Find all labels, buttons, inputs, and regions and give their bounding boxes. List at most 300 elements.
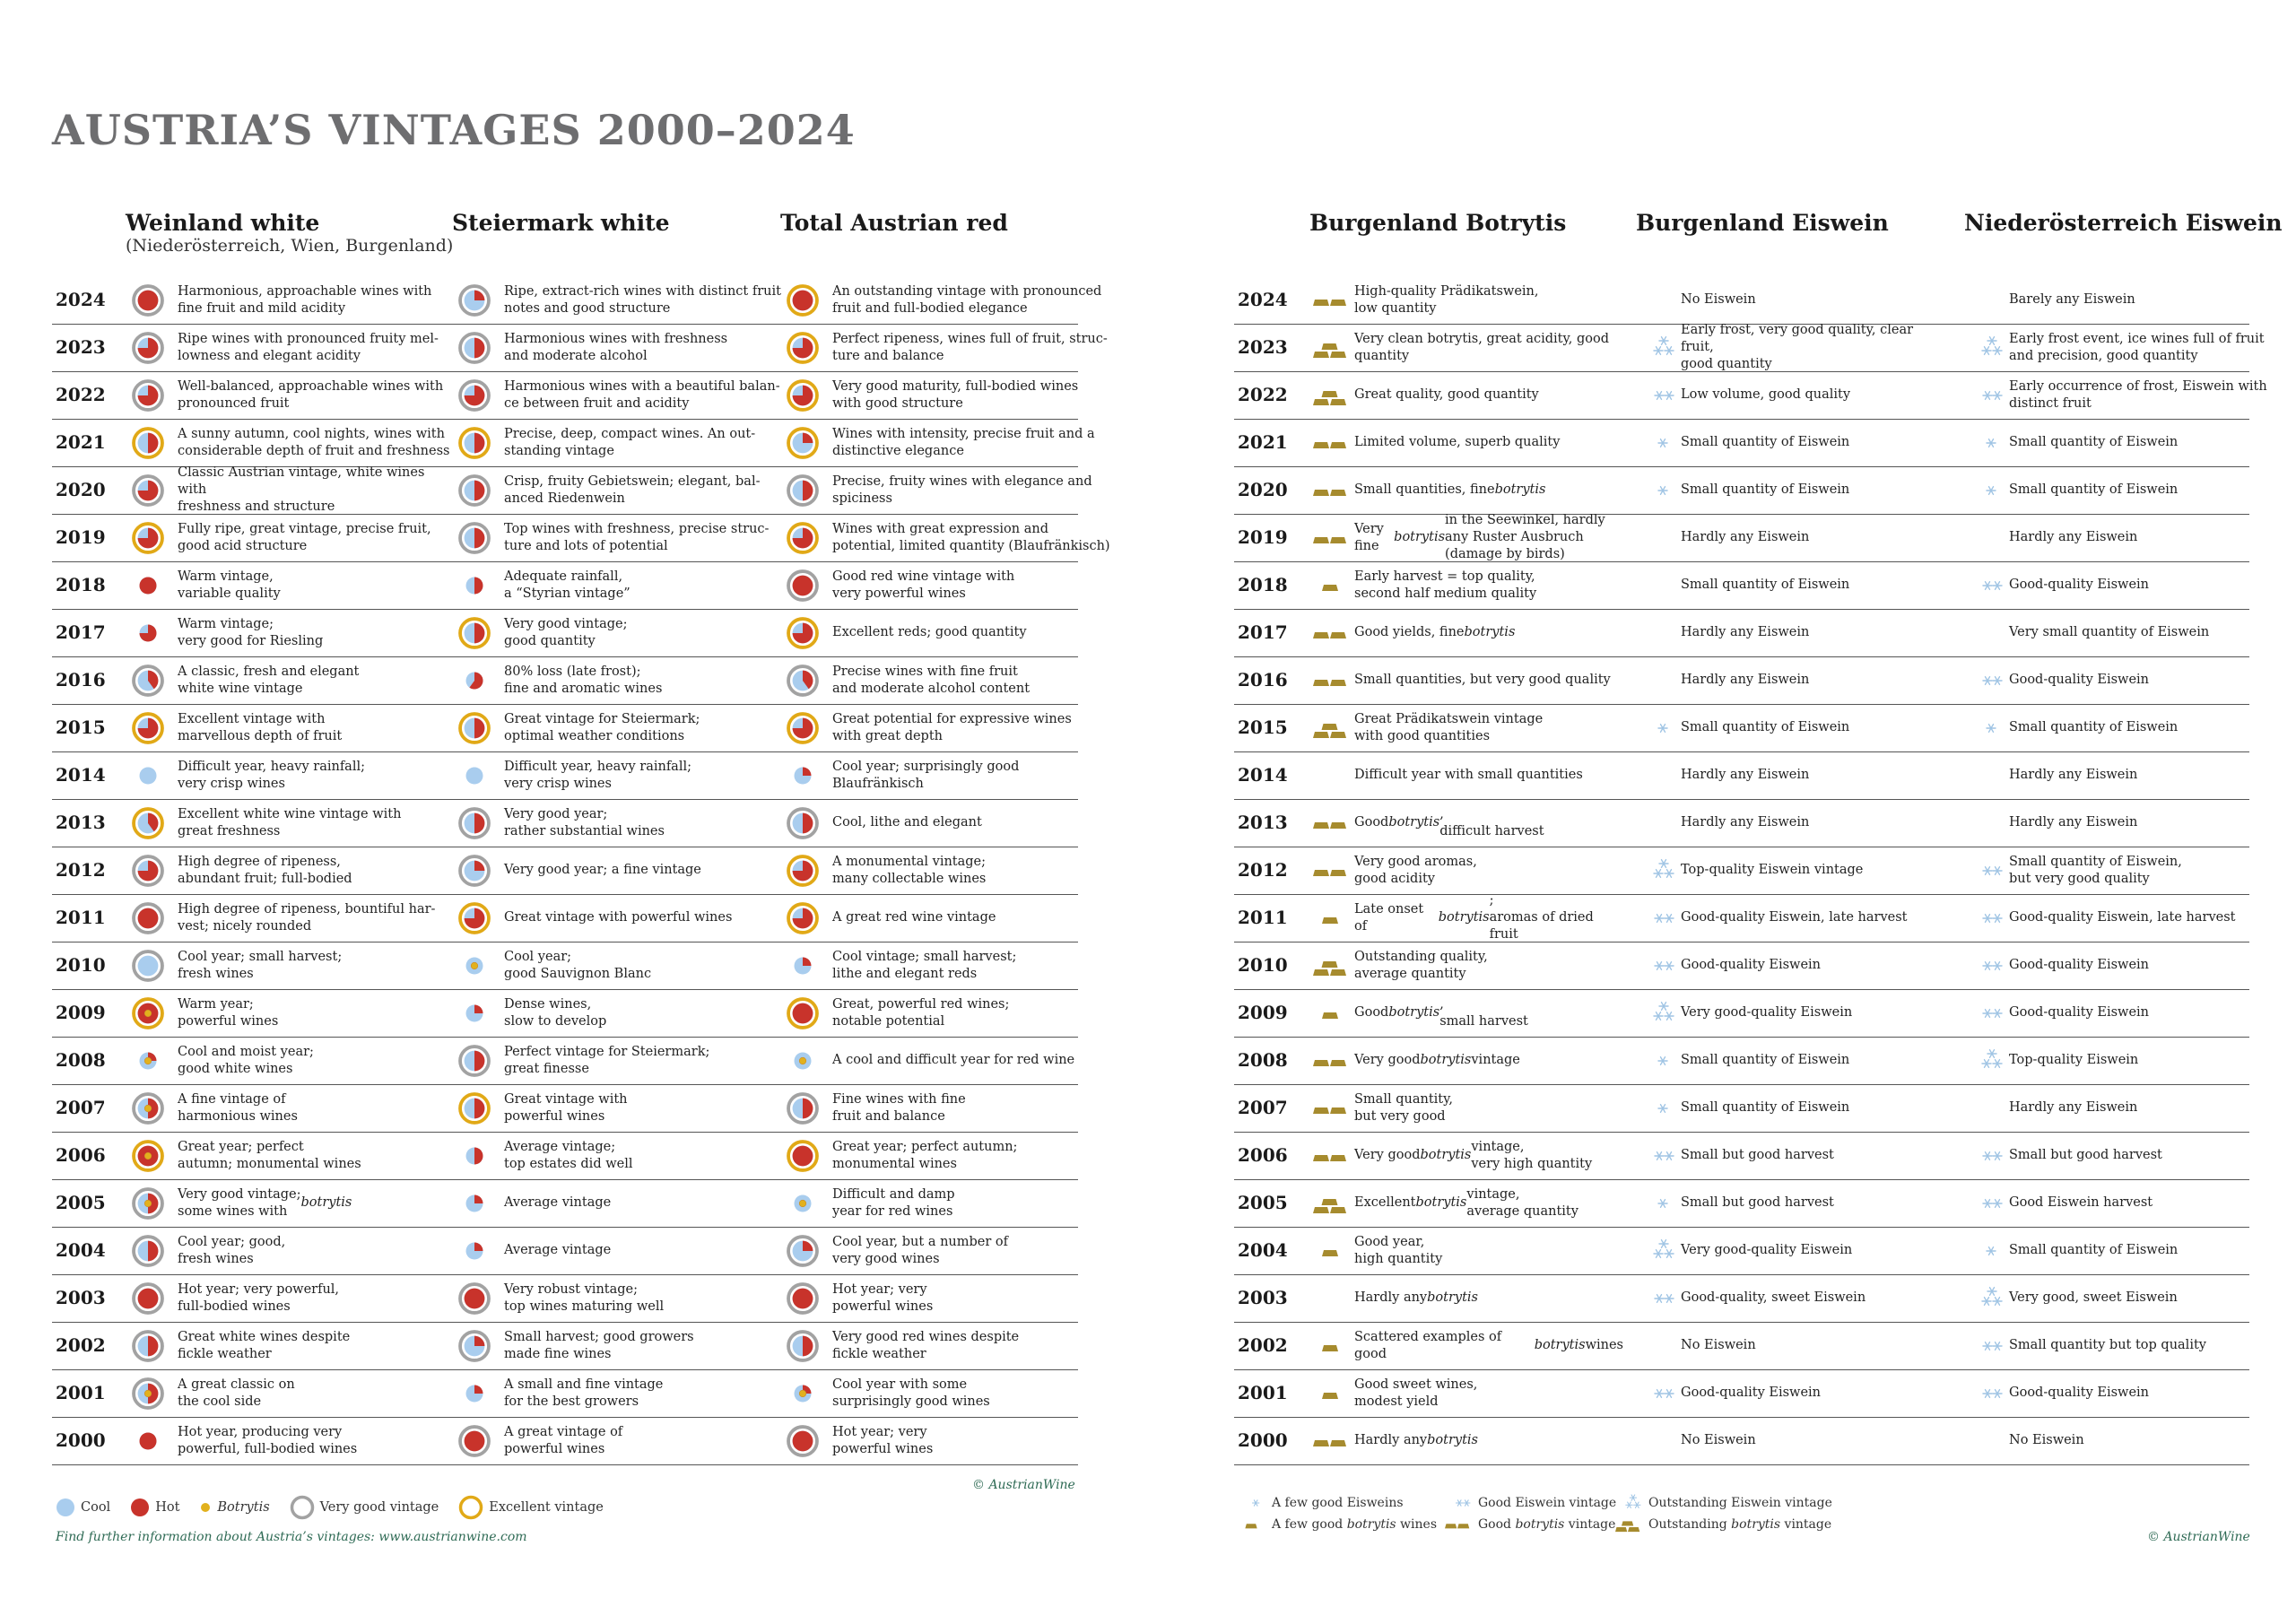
legend-botrytis-eiswein xyxy=(1236,1492,1882,1546)
vintage-description: Cool year; surprisingly good Blaufränkisch xyxy=(832,759,1020,791)
snowflake-icon xyxy=(1636,473,1677,508)
vintage-cell xyxy=(1309,704,1632,751)
vintage-description: High degree of ripeness, bountiful har- vest; nicely rounded xyxy=(178,901,436,934)
vintage-cell xyxy=(1636,799,1959,847)
vintage-description: Great vintage with powerful wines xyxy=(504,1091,628,1124)
vintage-description: Harmonious, approachable wines with fine fruit and mild acidity xyxy=(178,283,432,316)
vintage-year: 2013 xyxy=(56,812,106,833)
vintage-cell xyxy=(1964,1179,2287,1227)
vintage-description: Low volume, good quality xyxy=(1681,387,1851,402)
vintage-description: Good-quality Eiswein xyxy=(2009,673,2150,687)
vintage-description: Good-quality Eiswein, late harvest xyxy=(2009,910,2236,925)
vintage-description: Dense wines, slow to develop xyxy=(504,996,607,1029)
vintage-cell xyxy=(1964,1322,2287,1369)
vintage-cell xyxy=(457,1369,780,1417)
vintage-description: Difficult year, heavy rainfall; very crisp wines xyxy=(178,759,365,791)
vintage-description: Harmonious wines with a beautiful balan- ce between fruit and acidity xyxy=(504,378,780,411)
vintage-description: Very good vintage; some wines with botrytis xyxy=(178,1186,352,1219)
vintage-cell xyxy=(1636,942,1959,989)
vintage-cell xyxy=(131,1417,454,1464)
legend-item xyxy=(130,1498,179,1517)
vintage-cell xyxy=(786,942,1109,989)
vintage-pie-icon xyxy=(786,664,827,698)
vintage-pie-icon xyxy=(786,949,827,983)
vintage-cell xyxy=(131,656,454,704)
vintage-description: Good botrytis , small harvest xyxy=(1354,996,1528,1029)
vintage-cell xyxy=(1309,751,1632,799)
vintage-pie-icon xyxy=(131,1091,172,1125)
snowflake-icon xyxy=(1964,331,2005,365)
vintage-cell xyxy=(457,276,780,324)
vintage-cell xyxy=(1636,1037,1959,1084)
table-row xyxy=(52,1274,1078,1323)
vintage-description: Early frost event, ice wines full of fruit and precision, good quantity xyxy=(2009,331,2265,363)
vintage-cell xyxy=(131,1274,454,1322)
vintage-table-botrytis-eiswein xyxy=(1234,276,2267,1467)
vintage-description: Hardly any Eiswein xyxy=(1681,768,1810,782)
vintage-cell xyxy=(1636,1274,1959,1322)
table-row xyxy=(1234,1369,2249,1418)
table-row xyxy=(52,989,1078,1038)
vintage-year: 2024 xyxy=(56,289,106,310)
vintage-year: 2008 xyxy=(56,1049,106,1071)
vintage-cell xyxy=(1636,419,1959,466)
vintage-year: 2003 xyxy=(56,1287,106,1308)
table-row xyxy=(52,1037,1078,1085)
vintage-pie-icon xyxy=(131,806,172,840)
vintage-cell xyxy=(786,371,1109,419)
table-row xyxy=(1234,1322,2249,1370)
vintage-pie-icon xyxy=(457,1091,499,1125)
vintage-year: 2020 xyxy=(56,479,106,500)
gold-bars-icon xyxy=(1309,1377,1351,1411)
vintage-cell xyxy=(131,1179,454,1227)
vintage-cell xyxy=(1636,324,1959,371)
gold-bars-icon xyxy=(1309,1424,1351,1458)
vintage-cell xyxy=(1964,799,2287,847)
vintage-description: A small and fine vintage for the best growers xyxy=(504,1377,664,1409)
snowflake-icon xyxy=(1964,1377,2005,1411)
vintage-cell xyxy=(457,704,780,751)
vintage-pie-icon xyxy=(457,711,499,745)
vintage-description: Small quantity of Eiswein xyxy=(2009,1243,2179,1257)
legend-label: Very good vintage xyxy=(319,1500,439,1515)
table-row xyxy=(52,1132,1078,1180)
gold-bars-icon xyxy=(1309,521,1351,555)
vintage-pie-icon xyxy=(786,759,827,793)
gold-bars-icon xyxy=(1309,569,1351,603)
vintage-description: Good botrytis , difficult harvest xyxy=(1354,806,1544,838)
vintage-cell xyxy=(1964,324,2287,371)
gold-bars-icon xyxy=(1613,1512,1648,1537)
vintage-cell xyxy=(457,561,780,609)
snowflake-icon xyxy=(1964,569,2005,603)
table-row xyxy=(52,324,1108,372)
legend-label: Good Eiswein vintage xyxy=(1478,1496,1617,1510)
vintage-pie-icon xyxy=(131,378,172,413)
vintage-description: Good-quality Eiswein xyxy=(2009,578,2150,592)
vintage-cell xyxy=(1309,609,1632,656)
vintage-description: No Eiswein xyxy=(1681,292,1756,307)
table-row xyxy=(1234,371,2267,420)
vintage-description: Very good-quality Eiswein xyxy=(1681,1005,1853,1020)
vintage-cell xyxy=(786,894,1109,942)
snowflake-icon xyxy=(1964,1044,2005,1078)
vintage-year: 2019 xyxy=(56,526,106,548)
vintage-year: 2009 xyxy=(1238,1002,1288,1023)
vintage-pie-icon xyxy=(131,854,172,888)
vintage-cell xyxy=(1309,1084,1632,1132)
vintage-description: Cool year with some surprisingly good wines xyxy=(832,1377,990,1409)
vintage-cell xyxy=(131,751,454,799)
vintage-cell xyxy=(457,942,780,989)
snowflake-icon xyxy=(1964,901,2005,935)
vintage-description: Cool year, but a number of very good wines xyxy=(832,1234,1009,1266)
vintage-year: 2005 xyxy=(56,1192,106,1213)
vintage-pie-icon xyxy=(131,1424,172,1458)
vintage-cell xyxy=(457,799,780,847)
vintage-cell xyxy=(1636,1227,1959,1274)
vintage-description: Wines with intensity, precise fruit and a distinctive elegance xyxy=(832,426,1095,458)
legend-label: Botrytis xyxy=(217,1500,270,1515)
vintage-description: No Eiswein xyxy=(2009,1433,2084,1447)
vintage-cell xyxy=(1636,609,1959,656)
vintage-pie-icon xyxy=(131,1139,172,1173)
vintage-description: Hardly any Eiswein xyxy=(2009,815,2138,830)
vintage-year: 2018 xyxy=(56,574,106,595)
legend-label: Good botrytis vintage xyxy=(1478,1517,1616,1532)
vintage-cell xyxy=(1636,561,1959,609)
vintage-cell xyxy=(131,1369,454,1417)
vintage-description: Barely any Eiswein xyxy=(2009,292,2135,307)
vintage-cell xyxy=(457,1274,780,1322)
table-row xyxy=(52,847,1078,895)
vintage-cell xyxy=(786,1227,1109,1274)
vintage-cell xyxy=(131,989,454,1037)
table-row xyxy=(52,514,1110,562)
vintage-description: High degree of ripeness, abundant fruit; full-bodied xyxy=(178,854,352,886)
snowflake-icon xyxy=(1964,1186,2005,1220)
vintage-description: Wines with great expression and potential, limited quantity (Blaufränkisch) xyxy=(832,521,1110,553)
vintage-cell xyxy=(131,847,454,894)
legend-label: A few good botrytis wines xyxy=(1272,1517,1438,1532)
vintage-description: A monumental vintage; many collectable wines xyxy=(832,854,987,886)
vintage-cell xyxy=(1636,1369,1959,1417)
vintage-pie-icon xyxy=(457,1186,499,1220)
gold-bars-icon xyxy=(1236,1512,1272,1537)
legend-label: Outstanding botrytis vintage xyxy=(1648,1517,1832,1532)
page-title: AUSTRIA’S VINTAGES 2000–2024 xyxy=(52,106,856,154)
vintage-cell xyxy=(131,419,454,466)
vintage-pie-icon xyxy=(786,1281,827,1316)
vintage-cell xyxy=(1964,847,2287,894)
vintage-description: Late onset of botrytis ; aromas of dried fruit xyxy=(1354,893,1594,942)
vintage-cell xyxy=(1309,1369,1632,1417)
vintage-pie-icon xyxy=(786,569,827,603)
vintage-description: Very good vintage; good quantity xyxy=(504,616,628,648)
vintage-pie-icon xyxy=(131,1377,172,1411)
vintage-year: 2003 xyxy=(1238,1287,1288,1308)
cool-icon xyxy=(56,1498,81,1517)
vintage-pie-icon xyxy=(457,283,499,317)
vintage-description: Very small quantity of Eiswein xyxy=(2009,625,2210,639)
gold-bars-icon xyxy=(1309,1329,1351,1363)
vintage-cell xyxy=(1309,1417,1632,1464)
vintage-description: Top-quality Eiswein xyxy=(2009,1053,2139,1067)
vintage-pie-icon xyxy=(131,901,172,935)
snowflake-icon xyxy=(1636,1281,1677,1316)
vintage-description: Difficult year, heavy rainfall; very crisp wines xyxy=(504,759,691,791)
vintage-description: Fine wines with fine fruit and balance xyxy=(832,1091,966,1124)
vintage-cell xyxy=(786,847,1109,894)
vintage-description: Outstanding quality, average quantity xyxy=(1354,949,1488,981)
vintage-year: 2019 xyxy=(1238,526,1288,548)
vintage-pie-icon xyxy=(131,996,172,1030)
vintage-description: Hardly any Eiswein xyxy=(2009,530,2138,544)
vintage-pie-icon xyxy=(131,1044,172,1078)
legend-label: Hot xyxy=(155,1500,180,1515)
snowflake-icon xyxy=(1964,1281,2005,1316)
legend-climate-quality xyxy=(56,1494,623,1521)
vintage-year: 2002 xyxy=(1238,1334,1288,1356)
vintage-cell xyxy=(786,561,1109,609)
vintage-pie-icon xyxy=(131,1329,172,1363)
vintage-description: Small but good harvest xyxy=(2009,1148,2162,1162)
vintage-year: 2022 xyxy=(1238,384,1288,405)
vintage-cell xyxy=(131,324,454,371)
table-row xyxy=(1234,894,2249,942)
table-row xyxy=(52,419,1095,467)
gold-bars-icon xyxy=(1309,901,1351,935)
snowflake-icon xyxy=(1636,1377,1677,1411)
vintage-pie-icon xyxy=(457,569,499,603)
vintage-description: Very good botrytis vintage xyxy=(1354,1053,1520,1067)
vintage-year: 2006 xyxy=(1238,1144,1288,1166)
gold-bars-icon xyxy=(1309,996,1351,1030)
table-row xyxy=(1234,989,2249,1038)
table-row xyxy=(52,1322,1078,1370)
vintage-description: Cool and moist year; good white wines xyxy=(178,1044,314,1076)
vintage-description: 80% loss (late frost); fine and aromatic wines xyxy=(504,664,663,696)
snowflake-icon xyxy=(1636,426,1677,460)
vintage-cell xyxy=(131,799,454,847)
vintage-cell xyxy=(457,1132,780,1179)
column-header-burgenland-botrytis: Burgenland Botrytis xyxy=(1309,210,1567,236)
vintage-year: 2023 xyxy=(1238,336,1288,358)
gold-bars-icon xyxy=(1309,1234,1351,1268)
table-row xyxy=(1234,323,2265,372)
vintage-cell xyxy=(131,1132,454,1179)
gold-bars-icon xyxy=(1309,854,1351,888)
vintage-cell xyxy=(1309,276,1632,324)
vintage-cell xyxy=(786,751,1109,799)
snowflake-icon xyxy=(1636,949,1677,983)
vintage-description: Ripe, extract-rich wines with distinct fruit notes and good structure xyxy=(504,283,781,316)
vintage-year: 2016 xyxy=(1238,669,1288,691)
vintage-description: Very good, sweet Eiswein xyxy=(2009,1290,2178,1305)
vintage-description: A fine vintage of harmonious wines xyxy=(178,1091,298,1124)
botrytis-dot-icon xyxy=(199,1501,217,1514)
vintage-year: 2006 xyxy=(56,1144,106,1166)
vintage-pie-icon xyxy=(786,378,827,413)
snowflake-icon xyxy=(1964,854,2005,888)
vintage-cell xyxy=(1964,1132,2287,1179)
vintage-cell xyxy=(457,894,780,942)
vintage-pie-icon xyxy=(786,1139,827,1173)
vintage-cell xyxy=(1636,847,1959,894)
vintage-pie-icon xyxy=(131,711,172,745)
vintage-description: Excellent white wine vintage with great freshness xyxy=(178,806,402,838)
vintage-description: Very good botrytis vintage, very high quantity xyxy=(1354,1139,1593,1171)
vintage-description: Excellent reds; good quantity xyxy=(832,625,1027,639)
table-row xyxy=(1234,799,2249,847)
vintage-description: Great, powerful red wines; notable potential xyxy=(832,996,1010,1029)
legend-label: Cool xyxy=(81,1500,111,1515)
vintage-year: 2013 xyxy=(1238,812,1288,833)
legend-label: Outstanding Eiswein vintage xyxy=(1648,1496,1832,1510)
vintage-description: Small quantity of Eiswein xyxy=(1681,1053,1850,1067)
vintage-pie-icon xyxy=(457,331,499,365)
vintage-pie-icon xyxy=(786,1044,827,1078)
vintage-description: Good-quality, sweet Eiswein xyxy=(1681,1290,1866,1305)
vintage-cell xyxy=(1964,561,2287,609)
vintage-cell xyxy=(1964,989,2287,1037)
vintage-year: 2010 xyxy=(1238,954,1288,976)
vintage-cell xyxy=(786,1084,1109,1132)
vintage-description: Limited volume, superb quality xyxy=(1354,435,1561,449)
column-header-austrian-red: Total Austrian red xyxy=(780,210,1008,236)
vintage-cell xyxy=(131,466,454,514)
table-row xyxy=(1234,1227,2249,1275)
vintage-year: 2014 xyxy=(1238,764,1288,786)
gold-bars-icon xyxy=(1309,806,1351,840)
vintage-description: Very robust vintage; top wines maturing well xyxy=(504,1281,665,1314)
vintage-pie-icon xyxy=(786,996,827,1030)
vintage-year: 2001 xyxy=(56,1382,106,1403)
vintage-pie-icon xyxy=(786,1091,827,1125)
vintage-cell xyxy=(131,894,454,942)
legend-label: A few good Eisweins xyxy=(1272,1496,1404,1510)
vintage-description: Adequate rainfall, a “Styrian vintage” xyxy=(504,569,631,601)
vintage-pie-icon xyxy=(131,759,172,793)
table-row xyxy=(1234,1084,2249,1133)
vintage-cell xyxy=(1309,324,1632,371)
vintage-year: 2017 xyxy=(1238,621,1288,643)
vintage-year: 2007 xyxy=(1238,1097,1288,1118)
vintage-cell xyxy=(1964,371,2287,419)
vintage-year: 2002 xyxy=(56,1334,106,1356)
vintage-year: 2020 xyxy=(1238,479,1288,500)
snowflake-icon xyxy=(1636,901,1677,935)
table-row xyxy=(1234,561,2249,610)
vintage-cell xyxy=(1964,466,2287,514)
vintage-cell xyxy=(131,1227,454,1274)
vintage-cell xyxy=(786,466,1109,514)
legend-item xyxy=(1442,1514,1615,1535)
vintage-pie-icon xyxy=(786,331,827,365)
legend-item xyxy=(1613,1492,1832,1514)
vintage-description: Cool year; good Sauvignon Blanc xyxy=(504,949,652,981)
vintage-cell xyxy=(786,1179,1109,1227)
vintage-pie-icon xyxy=(457,378,499,413)
vintage-description: Small quantity of Eiswein xyxy=(2009,435,2179,449)
gold-bars-icon xyxy=(1309,283,1351,317)
table-row xyxy=(52,894,1078,942)
snowflake-icon xyxy=(1964,1329,2005,1363)
vintage-cell xyxy=(1964,609,2287,656)
vintage-description: A sunny autumn, cool nights, wines with considerable depth of fruit and freshness xyxy=(178,426,450,458)
vintage-description: Hardly any Eiswein xyxy=(1681,815,1810,830)
vintage-pie-icon xyxy=(457,521,499,555)
vintage-year: 2021 xyxy=(56,431,106,453)
vintage-cell xyxy=(457,1084,780,1132)
vintage-description: Classic Austrian vintage, white wines with freshness and structure xyxy=(178,465,425,514)
table-row xyxy=(52,1369,1078,1418)
vintage-cell xyxy=(457,1037,780,1084)
snowflake-icon xyxy=(1636,1091,1677,1125)
vintage-cell xyxy=(1636,1084,1959,1132)
vintage-cell xyxy=(1636,276,1959,324)
vintage-cell xyxy=(457,1227,780,1274)
vintage-cell xyxy=(1964,1417,2287,1464)
vintage-description: Good sweet wines, modest yield xyxy=(1354,1377,1478,1409)
legend-item xyxy=(56,1498,110,1517)
vintage-cell xyxy=(1636,1179,1959,1227)
vintage-pie-icon xyxy=(786,616,827,650)
vintage-pie-icon xyxy=(131,426,172,460)
vintage-description: Hardly any Eiswein xyxy=(2009,1100,2138,1115)
vintage-cell xyxy=(457,656,780,704)
gold-bars-icon xyxy=(1309,331,1351,365)
table-row xyxy=(52,1417,1078,1465)
vintage-description: Perfect ripeness, wines full of fruit, struc- ture and balance xyxy=(832,331,1108,363)
vintage-cell xyxy=(786,1132,1109,1179)
vintage-pie-icon xyxy=(457,806,499,840)
snowflake-icon xyxy=(1636,854,1677,888)
gold-bars-icon xyxy=(1309,1044,1351,1078)
vintage-description: Excellent botrytis vintage, average quantity xyxy=(1354,1186,1578,1219)
vintage-cell xyxy=(1636,466,1959,514)
vintage-cell xyxy=(457,609,780,656)
vintage-description: Good Eiswein harvest xyxy=(2009,1195,2153,1210)
vintage-description: Well-balanced, approachable wines with pronounced fruit xyxy=(178,378,444,411)
vintage-year: 2000 xyxy=(1238,1429,1288,1451)
vintage-description: Very good aromas, good acidity xyxy=(1354,854,1477,886)
vintage-cell xyxy=(131,609,454,656)
table-row xyxy=(52,371,1078,420)
vintage-year: 2009 xyxy=(56,1002,106,1023)
vintage-description: Great Prädikatswein vintage with good quantities xyxy=(1354,711,1544,743)
vintage-cell xyxy=(1309,989,1632,1037)
vintage-cell xyxy=(786,609,1109,656)
table-row xyxy=(1234,942,2249,990)
table-row xyxy=(52,704,1078,752)
vintage-description: Small but good harvest xyxy=(1681,1148,1834,1162)
vintage-description: Hardly any botrytis xyxy=(1354,1433,1478,1447)
vintage-cell xyxy=(1309,1227,1632,1274)
snowflake-icon xyxy=(1636,1234,1677,1268)
vintage-description: Great vintage for Steiermark; optimal weather conditions xyxy=(504,711,700,743)
table-row xyxy=(1234,419,2249,467)
vintage-cell xyxy=(1309,561,1632,609)
vintage-description: Very good year; rather substantial wines xyxy=(504,806,665,838)
vintage-description: Warm year; powerful wines xyxy=(178,996,279,1029)
vintage-cell xyxy=(1964,942,2287,989)
vintage-description: Hardly any Eiswein xyxy=(1681,530,1810,544)
vintage-year: 2018 xyxy=(1238,574,1288,595)
vintage-description: Small quantities, fine botrytis xyxy=(1354,482,1546,497)
vintage-year: 2012 xyxy=(1238,859,1288,881)
